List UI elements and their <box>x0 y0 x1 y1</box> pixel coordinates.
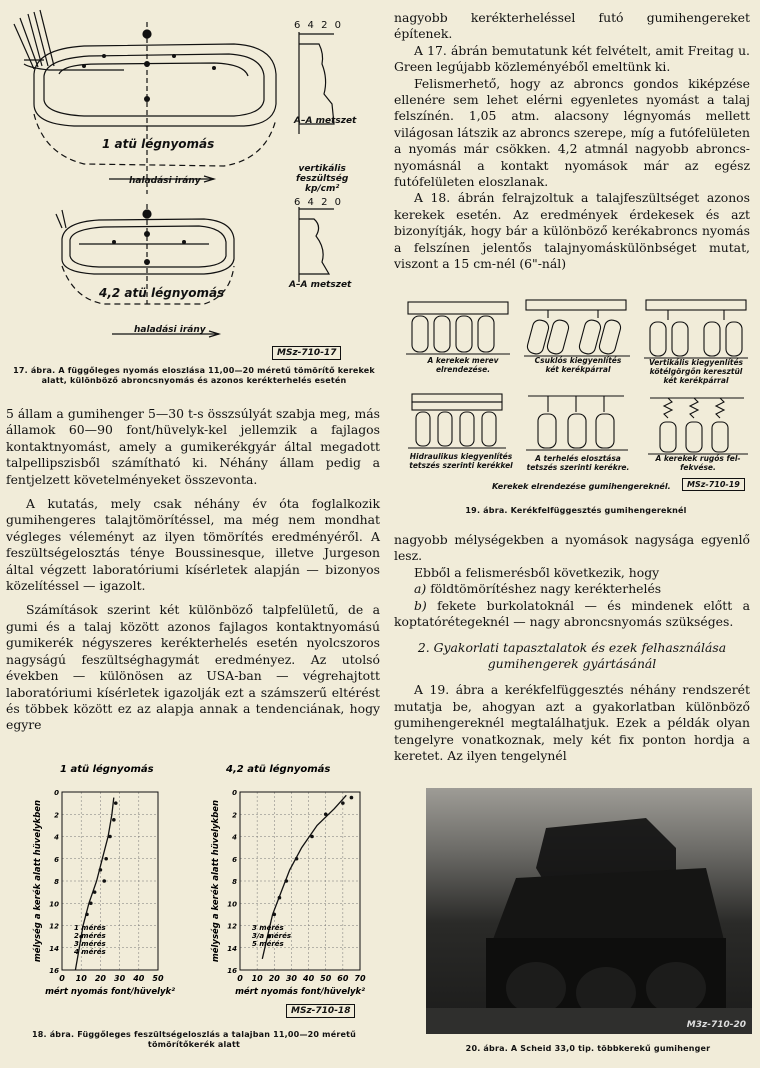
legend-entry-0-2: 3 mérés <box>74 940 106 948</box>
list-item-b <box>394 598 750 631</box>
fig19-footer: Kerekek elrendezése gumihengereknél. <box>492 482 671 491</box>
y-axis-label-0: mélység a kerék alatt hüvelykben <box>33 799 43 963</box>
data-point-1-3 <box>310 835 314 839</box>
fig19-label-load-2: tetszés szerinti kerékre. <box>526 463 630 472</box>
x-tick-label-1-1: 10 <box>251 974 263 983</box>
figure-18 <box>4 758 384 1058</box>
legend-entry-1-2: 5 mérés <box>252 940 284 948</box>
right-column-top-text <box>394 10 750 273</box>
y-tick-label-1-0: 0 <box>232 789 237 797</box>
left-column-text <box>6 406 380 734</box>
left-paragraph-3: Számítások szerint két különböző talpfelületű, de a gumi és a talaj között azonos fajlagos kontaktnyomású gumikerék négyszeres kerékterhelés esetén nyolcszoros nagyságú feszültséghagymát eredményez. Az utolsó években — különösen az USA-ban — végrehajtott laboratóriumi kísérletek igazolják ezt a számszerű eltérést és többek között ez az alapja annak a tendenciának, hogy egyre <box>6 602 380 733</box>
x-tick-label-1-3: 30 <box>285 974 297 983</box>
fig18-caption: 18. ábra. Függőleges feszültségeloszlás a talajban 11,00—20 méretű tömörítőkerék alatt <box>31 1030 357 1049</box>
chart-title-1: 4,2 atü légnyomás <box>226 764 331 775</box>
data-point-0-4 <box>99 868 103 872</box>
fig17-vert-line3: kp/cm² <box>304 184 340 194</box>
legend-entry-1-1: 3/a mérés <box>252 932 291 940</box>
x-tick-label-1-4: 40 <box>303 974 315 983</box>
x-tick-label-0-5: 50 <box>152 974 164 983</box>
x-tick-label-0-1: 10 <box>75 974 87 983</box>
right-paragraph-7: A 19. ábra a kerékfelfüggesztés néhány rendszerét mutatja be, ahogyan azt a gyakorlatban különböző gumihengereknél megtalálhatjuk. Ezek a példák olyan tengelyre vonatkoznak, mely két fix ponton hordja a keretet. Az ilyen tengelynél <box>394 682 750 764</box>
legend-entry-0-3: 4 mérés <box>74 948 106 956</box>
fig19-label-spring-2: fekvése. <box>680 463 716 472</box>
fig17-caption: 17. ábra. A függőleges nyomás eloszlása 11,00—20 méretű tömörítő kerekek alatt, különböző abroncsnyomás és azonos kerékterhelés esetén <box>13 366 375 385</box>
right-paragraph-1: nagyobb kerékterheléssel futó gumihengereket építenek. <box>394 10 750 42</box>
data-point-1-6 <box>278 896 282 900</box>
fig19-label-load-1: A terhelés elosztása <box>535 454 621 463</box>
figure-20-photo <box>426 788 752 1034</box>
data-point-1-5 <box>284 879 288 883</box>
left-paragraph-2: A kutatás, mely csak néhány év óta foglalkozik gumihengeres talajtömörítéssel, ma még nem mondhat végleges véleményt az ilyen tömörítés eredményéről. A feszültségelosztás ténye Boussinesque, illetve Jurgeson által végzett laboratóriumi kísérletek alapján — bizonyos közelítéssel — igazolt. <box>6 496 380 594</box>
x-tick-label-1-5: 50 <box>320 974 332 983</box>
fig19-label-rigid-text: A kerekek merev elrendezése. <box>427 356 499 374</box>
x-tick-label-0-0: 0 <box>59 974 65 983</box>
fig19-label-hydraulic-2: tetszés szerinti kerékkel <box>409 461 513 470</box>
data-point-1-0 <box>350 796 354 800</box>
fig19-label-articulated <box>522 356 634 374</box>
fig17-haladasi-2: haladási irány <box>134 325 206 335</box>
fig19-label-vertical-2: kötélgörgőn keresztül <box>649 367 743 376</box>
legend-entry-0-0: 1 mérés <box>74 924 106 932</box>
fig17-vert-line1: vertikális <box>298 164 346 174</box>
fig19-label-articulated-2: két kerékpárral <box>545 365 611 374</box>
fig18-code: MSz-710-18 <box>286 1004 355 1018</box>
list-item-a-text: földtömörítéshez nagy kerékterhelés <box>430 581 662 597</box>
fig19-label-vertical-1: Vertikális kiegyenlítés <box>648 358 744 367</box>
right-paragraph-3: Felismerhető, hogy az abroncs gondos kiképzése ellenére sem lehet elérni egyenletes nyomást a talaj felszínén. 1,05 atm. alacsony légnyomás mellett világosan látszik az abroncs szerepe, míg a futófelületen a nyomás már csökken. 4,2 atmnál nagyobb abroncs-nyomásnál a kontakt nyomások már az egész futófelületen eloszlanak. <box>394 75 750 190</box>
section-heading: 2. Gyakorlati tapasztalatok és ezek felhasználása gumihengerek gyártásánál <box>417 640 727 672</box>
fig19-label-vertical-3: két kerékpárral <box>663 376 729 385</box>
figure-20-silhouette <box>426 788 752 1034</box>
fig19-caption: 19. ábra. Kerékfelfüggesztés gumihengereknél <box>465 506 687 515</box>
y-tick-label-1-3: 6 <box>232 855 237 864</box>
x-tick-label-1-0: 0 <box>237 974 243 983</box>
y-tick-label-0-0: 0 <box>54 789 59 797</box>
fig17-1atu-label: 1 atü légnyomás <box>102 137 215 151</box>
fig19-label-hydraulic-1: Hidraulikus kiegyenlítés <box>409 452 513 461</box>
data-point-0-1 <box>112 818 116 822</box>
data-point-0-8 <box>85 913 89 917</box>
x-tick-label-0-3: 30 <box>114 974 126 983</box>
list-item-a-letter: a) <box>414 581 427 597</box>
fig17-vert-line2: feszültség <box>296 174 349 184</box>
fig19-code: MSz-710-19 <box>682 478 745 491</box>
y-tick-label-0-7: 14 <box>49 944 59 953</box>
data-point-0-3 <box>104 857 108 861</box>
fig19-label-vertical <box>640 358 752 385</box>
right-paragraph-2: A 17. ábrán bemutatunk két felvételt, amit Freitag u. Green legújabb közleményéből emeltünk ki. <box>394 42 750 75</box>
x-axis-label-1: mért nyomás font/hüvelyk² <box>235 987 365 997</box>
x-tick-label-1-7: 70 <box>354 974 366 983</box>
fig17-vertical-label <box>296 164 348 194</box>
fig20-caption: 20. ábra. A Scheid 33,0 tip. többkerekű gumihenger <box>465 1044 711 1053</box>
data-point-1-7 <box>272 913 276 917</box>
x-tick-label-0-2: 20 <box>94 974 106 983</box>
fig19-label-load <box>522 454 634 472</box>
y-tick-label-1-5: 10 <box>227 900 237 909</box>
fig19-label-articulated-1: Csuklós kiegyenlítés <box>534 356 622 365</box>
right-paragraph-6: Ebből a felismerésből következik, hogy <box>414 564 660 580</box>
data-point-1-1 <box>341 801 345 805</box>
fig17-aa-label-1: A–A metszet <box>294 116 357 126</box>
x-axis-label-0: mért nyomás font/hüvelyk² <box>45 987 175 997</box>
y-tick-label-0-5: 10 <box>49 900 59 909</box>
y-tick-label-1-1: 2 <box>232 811 237 820</box>
figure-18-charts <box>4 758 384 1020</box>
fig17-aa-label-2: A–A metszet <box>289 280 352 290</box>
x-tick-label-0-4: 40 <box>133 974 145 983</box>
data-point-0-7 <box>89 901 93 905</box>
fig17-scale-bottom: 6 4 2 0 <box>294 197 343 208</box>
y-tick-label-0-6: 12 <box>49 922 59 931</box>
right-paragraph-5: nagyobb mélységekben a nyomások nagysága egyenlő lesz. <box>394 532 750 564</box>
y-tick-label-1-7: 14 <box>227 944 237 953</box>
fig17-code: MSz-710-17 <box>272 346 341 360</box>
fig17-42atu-label: 4,2 atü légnyomás <box>99 286 225 300</box>
data-point-1-2 <box>324 812 328 816</box>
y-tick-label-0-4: 8 <box>54 878 59 886</box>
y-tick-label-0-1: 2 <box>54 811 59 820</box>
y-tick-label-1-8: 16 <box>227 967 237 975</box>
y-tick-label-0-3: 6 <box>54 855 59 864</box>
list-item-b-letter: b) <box>414 597 427 613</box>
right-column-lower-text <box>394 532 750 764</box>
fig19-label-rigid <box>408 356 518 374</box>
legend-entry-1-0: 3 mérés <box>252 924 284 932</box>
x-tick-label-1-6: 60 <box>337 974 349 983</box>
data-point-0-5 <box>102 879 106 883</box>
fig19-label-spring-1: A kerekek rugós fel- <box>655 454 741 463</box>
left-paragraph-1: 5 állam a gumihenger 5—30 t-s összsúlyát szabja meg, más államok 60—90 font/hüvelyk-kel jellemzik a fajlagos kontaktnyomást, amely a gumikerékgyár által megadott talpellipszisből számítható ki. Néhány állam pedig a fentjelzett követelményeket összevonta. <box>6 406 380 487</box>
data-point-1-4 <box>295 857 299 861</box>
y-tick-label-0-8: 16 <box>49 967 59 975</box>
right-paragraph-4: A 18. ábrán felrajzoltuk a talajfeszültséget azonos kerekek esetén. Az eredmények érdekesek és azt bizonyítják, hogy bár a különböző kerékabroncs nyomás a felszínen jelentős talajnyomáskülönbséget mutat, viszont a 15 cm-nél (6"-nál) <box>394 190 750 272</box>
chart-title-0: 1 atü légnyomás <box>60 764 154 775</box>
fig17-scale-top: 6 4 2 0 <box>294 20 343 31</box>
y-tick-label-1-4: 8 <box>232 878 237 886</box>
list-item-a <box>394 581 750 597</box>
figure-19 <box>398 294 754 516</box>
fig19-label-spring <box>644 454 752 472</box>
fig20-stamp: M3z-710-20 <box>686 1020 746 1030</box>
legend-entry-0-1: 2 mérés <box>74 932 106 940</box>
data-point-0-2 <box>108 835 112 839</box>
y-tick-label-0-2: 4 <box>54 833 59 842</box>
y-axis-label-1: mélység a kerék alatt hüvelykben <box>211 799 221 963</box>
figure-17 <box>4 4 384 372</box>
y-tick-label-1-2: 4 <box>232 833 237 842</box>
y-tick-label-1-6: 12 <box>227 922 237 931</box>
list-item-b-text: fekete burkolatoknál — és mindenek előtt a koptatórétegeknél — nagy abroncsnyomás szükséges. <box>394 597 750 630</box>
fig19-label-hydraulic <box>402 452 520 470</box>
fig17-haladasi-1: haladási irány <box>129 176 201 186</box>
data-point-0-0 <box>114 801 118 805</box>
x-tick-label-1-2: 20 <box>268 974 280 983</box>
data-point-0-6 <box>93 890 97 894</box>
